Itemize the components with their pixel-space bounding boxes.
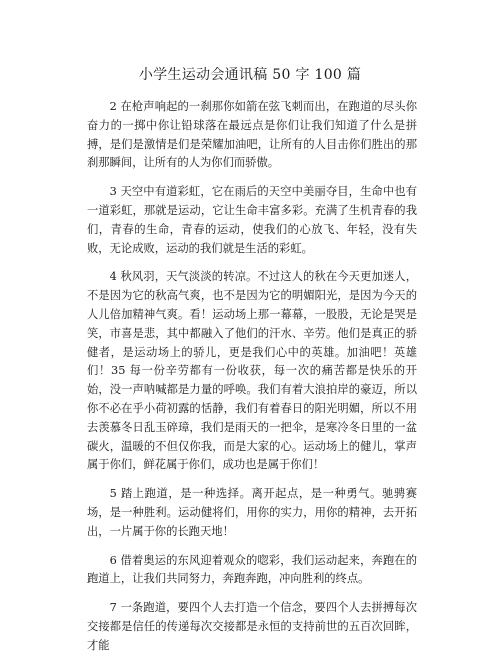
- paragraph-6: 6 借着奥运的东风迎着观众的唿彩，我们运动起来，奔跑在的跑道上，让我们共同努力，奔跑奔跑，冲向胜利的终点。: [87, 553, 417, 586]
- document-title: 小学生运动会通讯稿 50 字 100 篇: [138, 67, 362, 83]
- paragraph-4: 4 秋风羽，天气淡淡的转凉。不过这人的秋在今天更加迷人，不是因为它的秋高气爽，也不是因为它的明媚阳光，是因为今天的人儿倍加精神气爽。看！运动场上那一幕幕，一股股，无论是哭是笑，市喜是悲，其中都融入了他们的汗水、辛劳。他们是真正的骄健者，是运动场上的骄儿，更是我们心中的英雄。加油吧！英雄们！35 每一份辛劳都有一份收获，每一次的痛苦都是快乐的开始，没一声呐喊都是力量的呼唤。我们有着大浪拍岸的豪迈，所以你不必在乎小荷初露的恬静，我们有着春日的阳光明媚，所以不用去羡慕冬日乱玉碎璋，我们是雨天的一把伞，是寒冷冬日里的一盆碳火，温暖的不但仅你我，而是大家的心。运动场上的健儿，掌声属于你们，鲜花属于你们，成功也是属于你们！: [87, 270, 417, 472]
- paragraph-7: 7 一条跑道，要四个人去打造一个信念，要四个人去拼搏每次交接都是信任的传递每次交接都是永恒的支持前世的五百次回眸，才能: [87, 601, 417, 652]
- paragraph-3: 3 天空中有道彩虹，它在雨后的天空中美丽夺目，生命中也有一道彩虹，那就是运动，它让生命丰富多彩。充满了生机青春的我们，青春的生命，青春的运动，使我们的心放飞、年轻，没有失败，无论成败，运动的我们就是生活的彩虹。: [87, 185, 417, 255]
- document-body: [87, 98, 417, 656]
- paragraph-5: 5 踏上跑道，是一种选择。离开起点，是一种勇气。驰骋赛场，是一种胜利。运动健将们，用你的实力，用你的精神，去开拓出，一片属于你的长跑天地！: [87, 487, 417, 538]
- paragraph-2: 2 在枪声响起的一刹那你如箭在弦飞刺而出，在跑道的尽头你奋力的一掷中你让铅球落在最远点是你们让我们知道了什么是拼搏，是们是激情是们是荣耀加油吧，让所有的人目击你们胜出的那刹那瞬间，让所有的人为你们而骄傲。: [87, 100, 417, 170]
